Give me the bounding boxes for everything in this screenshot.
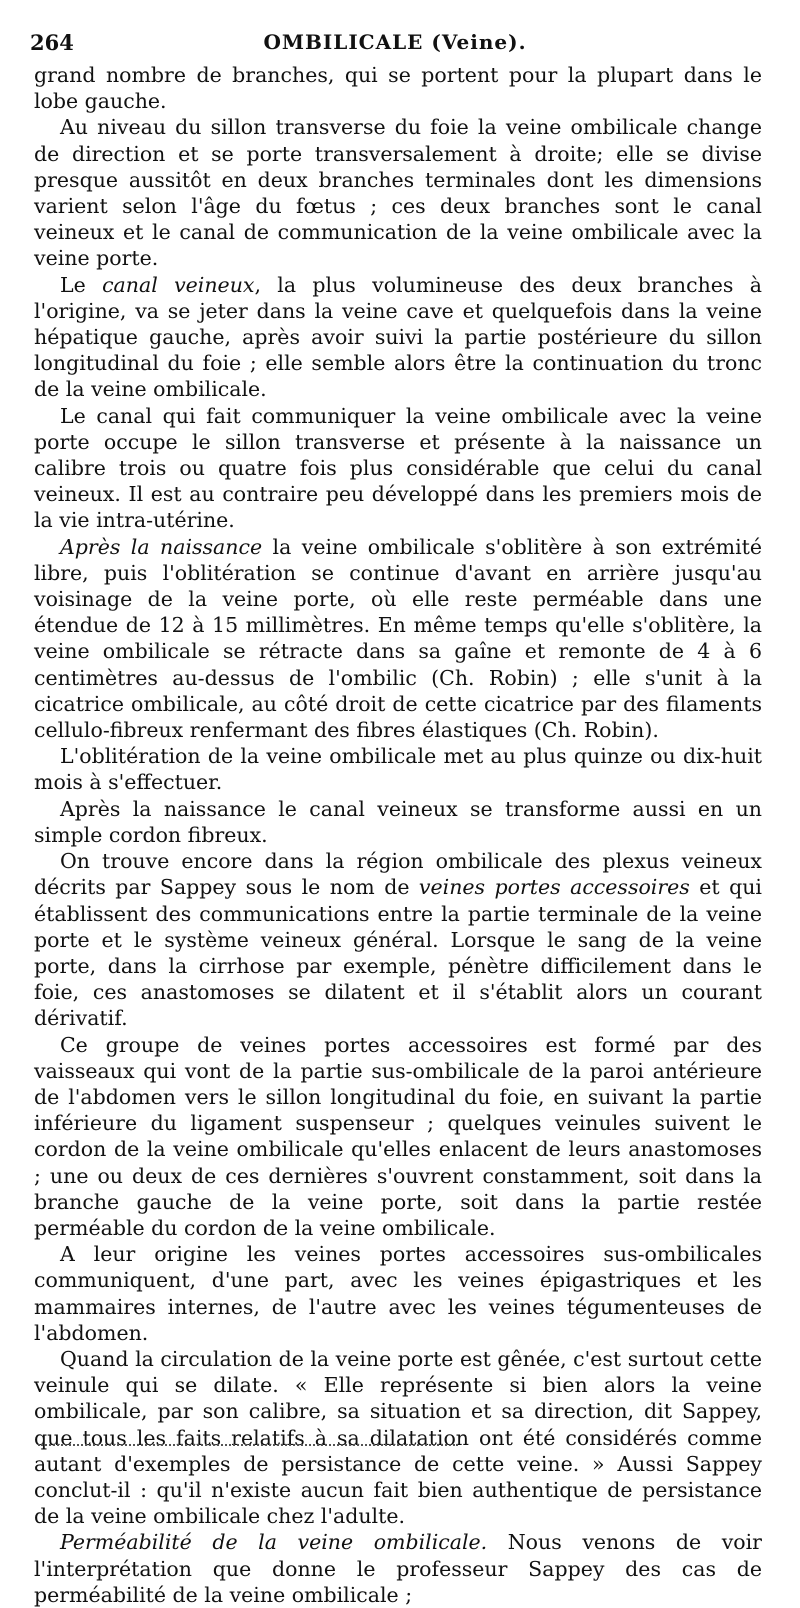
italic-term: veines portes accessoires xyxy=(418,875,690,900)
paragraph: A leur origine les veines portes accessoires sus-ombilicales communiquent, d'une part, avec les veines épigastriques et les mammaires internes, de l'autre avec les veines tégumenteuses de l'abdomen. xyxy=(34,1242,762,1345)
paragraph: Au niveau du sillon transverse du foie la veine ombilicale change de direction et se porte transversalement à droite; elle se divise presque aussitôt en deux branches terminales dont les dimensions varient selon l'âge du fœtus ; ces deux branches sont le canal veineux et le canal de communication de la veine ombilicale avec la veine porte. xyxy=(34,115,762,271)
page-number: 264 xyxy=(30,30,74,55)
paragraph: grand nombre de branches, qui se portent pour la plupart dans le lobe gauche. xyxy=(34,63,762,114)
paragraph: L'oblitération de la veine ombilicale met au plus quinze ou dix-huit mois à s'effectuer. xyxy=(34,744,762,795)
body-text xyxy=(34,62,762,1608)
paragraph: Après la naissance le canal veineux se transforme aussi en un simple cordon fibreux. xyxy=(34,796,762,847)
paragraph: On trouve encore dans la région ombilicale des plexus veineux décrits par Sappey sous le nom de veines portes accessoires et qui établissent des communications entre la partie terminale de la veine porte et le système veineux général. Lorsque le sang de la veine porte, dans la cirrhose par exemple, pénètre difficilement dans le foie, ces anastomoses se dilatent et il s'établit alors un courant dérivatif. xyxy=(34,849,762,1031)
paragraph: Après la naissance la veine ombilicale s'oblitère à son extrémité libre, puis l'oblitération se continue d'avant en arrière jusqu'au voisinage de la veine porte, où elle reste perméable dans une étendue de 12 à 15 millimètres. En même temps qu'elle s'oblitère, la veine ombilicale se rétracte dans sa gaîne et remonte de 4 à 6 centimètres au-dessus de l'ombilic (Ch. Robin) ; elle s'unit à la cicatrice ombilicale, au côté droit de cette cicatrice par des filaments cellulo-fibreux renfermant des fibres élastiques (Ch. Robin). xyxy=(34,534,763,743)
paragraph: Le canal qui fait communiquer la veine ombilicale avec la veine porte occupe le sillon transverse et présente à la naissance un calibre trois ou quatre fois plus considérable que celui du canal veineux. Il est au contraire peu développé dans les premiers mois de la vie intra-utérine. xyxy=(34,403,762,533)
footer-dotted-rule xyxy=(38,1444,458,1446)
page-header xyxy=(30,30,760,62)
italic-heading: Perméabilité de la veine ombilicale. xyxy=(60,1530,488,1555)
running-title: OMBILICALE (Veine). xyxy=(263,30,527,54)
paragraph: Quand la circulation de la veine porte est gênée, c'est surtout cette veinule qui se dilate. « Elle représente si bien alors la veine ombilicale, par son calibre, sa situation et sa direction, dit Sappey, que tous les faits relatifs à sa dilatation ont été considérés comme autant d'exemples de persistance de cette veine. » Aussi Sappey conclut-il : qu'il n'existe aucun fait bien authentique de persistance de la veine ombilicale chez l'adulte. xyxy=(34,1346,762,1529)
paragraph: Le canal veineux, la plus volumineuse des deux branches à l'origine, va se jeter dans la veine cave et quelquefois dans la veine hépatique gauche, après avoir suivi la partie postérieure du sillon longitudinal du foie ; elle semble alors être la continuation du tronc de la veine ombilicale. xyxy=(34,272,762,402)
italic-term: canal veineux xyxy=(102,272,255,297)
paragraph: Perméabilité de la veine ombilicale. Nous venons de voir l'interprétation que donne le professeur Sappey des cas de perméabilité de la veine ombilicale ; xyxy=(34,1530,762,1607)
paragraph: Ce groupe de veines portes accessoires est formé par des vaisseaux qui vont de la partie sus-ombilicale de la paroi antérieure de l'abdomen vers le sillon longitudinal du foie, en suivant la partie inférieure du ligament suspenseur ; quelques veinules suivent le cordon de la veine ombilicale qu'elles enlacent de leurs anastomoses ; une ou deux de ces dernières s'ouvrent constamment, soit dans la branche gauche de la veine porte, soit dans la partie restée perméable du cordon de la veine ombilicale. xyxy=(34,1032,762,1240)
italic-term: Après la naissance xyxy=(60,534,263,559)
